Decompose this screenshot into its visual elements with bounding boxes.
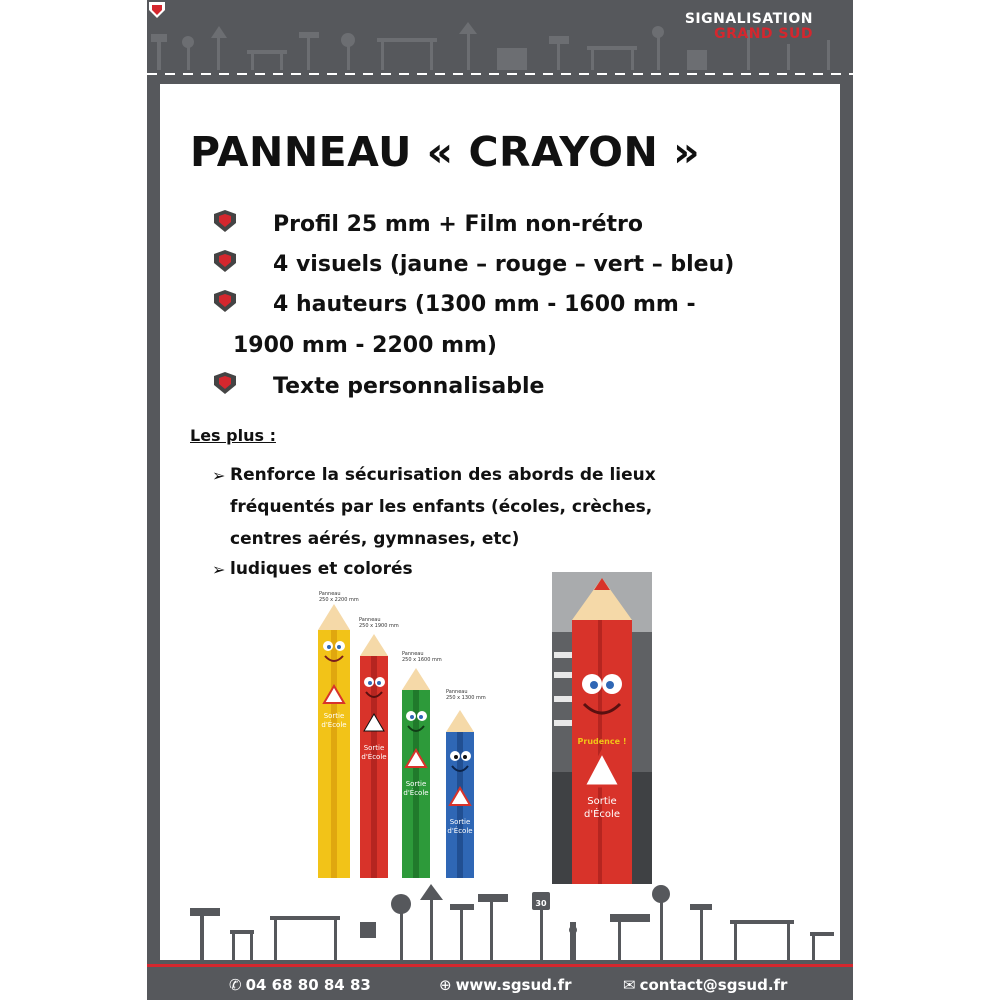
street-sign-number: 30 [535,899,547,908]
svg-text:d'École: d'École [321,721,347,729]
advantage-line: fréquentés par les enfants (écoles, crèches, [230,497,653,517]
advantage-line: Renforce la sécurisation des abords de lieux [230,465,656,485]
svg-text:Panneau: Panneau [446,689,468,695]
svg-text:Sortie: Sortie [449,818,471,826]
pencil-green [402,651,442,878]
feature-heights: 4 hauteurs (1300 mm - 1600 mm - [273,292,696,317]
pencil-blue [446,689,486,878]
document-sheet [147,0,853,1000]
pencil-yellow [318,591,359,878]
footer-accent-line [147,964,853,967]
svg-text:Sortie: Sortie [363,744,385,752]
globe-icon: ⊕ [439,976,452,994]
feature-text: Texte personnalisable [273,374,545,399]
footer-bar [147,964,853,1000]
svg-text:Panneau: Panneau [402,651,424,657]
svg-text:Sortie: Sortie [405,780,427,788]
feature-visuals: 4 visuels (jaune – rouge – vert – bleu) [273,252,735,277]
svg-text:d'École: d'École [584,809,620,820]
feature-bullet-icon [212,210,238,232]
feature-bullet-icon [212,372,238,394]
footer-phone: ✆ 04 68 80 84 83 [229,976,371,994]
envelope-icon: ✉ [623,976,636,994]
product-photo [552,572,652,884]
svg-text:d'École: d'École [447,827,473,835]
svg-text:Prudence !: Prudence ! [577,737,627,746]
pencil-red [359,617,399,878]
svg-text:Panneau: Panneau [359,617,381,623]
feature-bullet-icon [212,290,238,312]
arrow-bullet-icon: ➢ [212,560,226,579]
svg-text:d'École: d'École [361,753,387,761]
brand-shield-icon [147,0,167,20]
svg-text:Sortie: Sortie [587,796,617,807]
street-furniture-skyline-graphic [160,874,840,964]
feature-bullet-icon [212,250,238,272]
footer-email[interactable]: ✉ contact@sgsud.fr [623,976,788,994]
footer-website[interactable]: ⊕ www.sgsud.fr [439,976,572,994]
feature-profile: Profil 25 mm + Film non-rétro [273,212,643,237]
brand-line-2: GRAND SUD [714,26,813,42]
brand-logo [685,12,813,42]
content-panel [160,84,840,964]
pencil-lineup-illustration [308,590,508,880]
phone-icon: ✆ [229,976,242,994]
svg-text:Panneau: Panneau [319,591,341,597]
advantage-line: centres aérés, gymnases, etc) [230,529,520,549]
arrow-bullet-icon: ➢ [212,466,226,485]
advantages-heading: Les plus : [190,426,276,445]
brand-line-1: SIGNALISATION [684,11,813,27]
svg-text:Sortie: Sortie [323,712,345,720]
header-band [147,0,853,80]
svg-text:d'École: d'École [403,789,429,797]
svg-text:250 x 1600 mm: 250 x 1600 mm [402,657,442,663]
advantage-line: ludiques et colorés [230,559,413,579]
svg-text:250 x 2200 mm: 250 x 2200 mm [319,597,359,603]
svg-text:250 x 1900 mm: 250 x 1900 mm [359,623,399,629]
page-title: PANNEAU « CRAYON » [190,128,701,176]
svg-text:250 x 1300 mm: 250 x 1300 mm [446,695,486,701]
feature-heights-continued: 1900 mm - 2200 mm) [233,333,497,358]
